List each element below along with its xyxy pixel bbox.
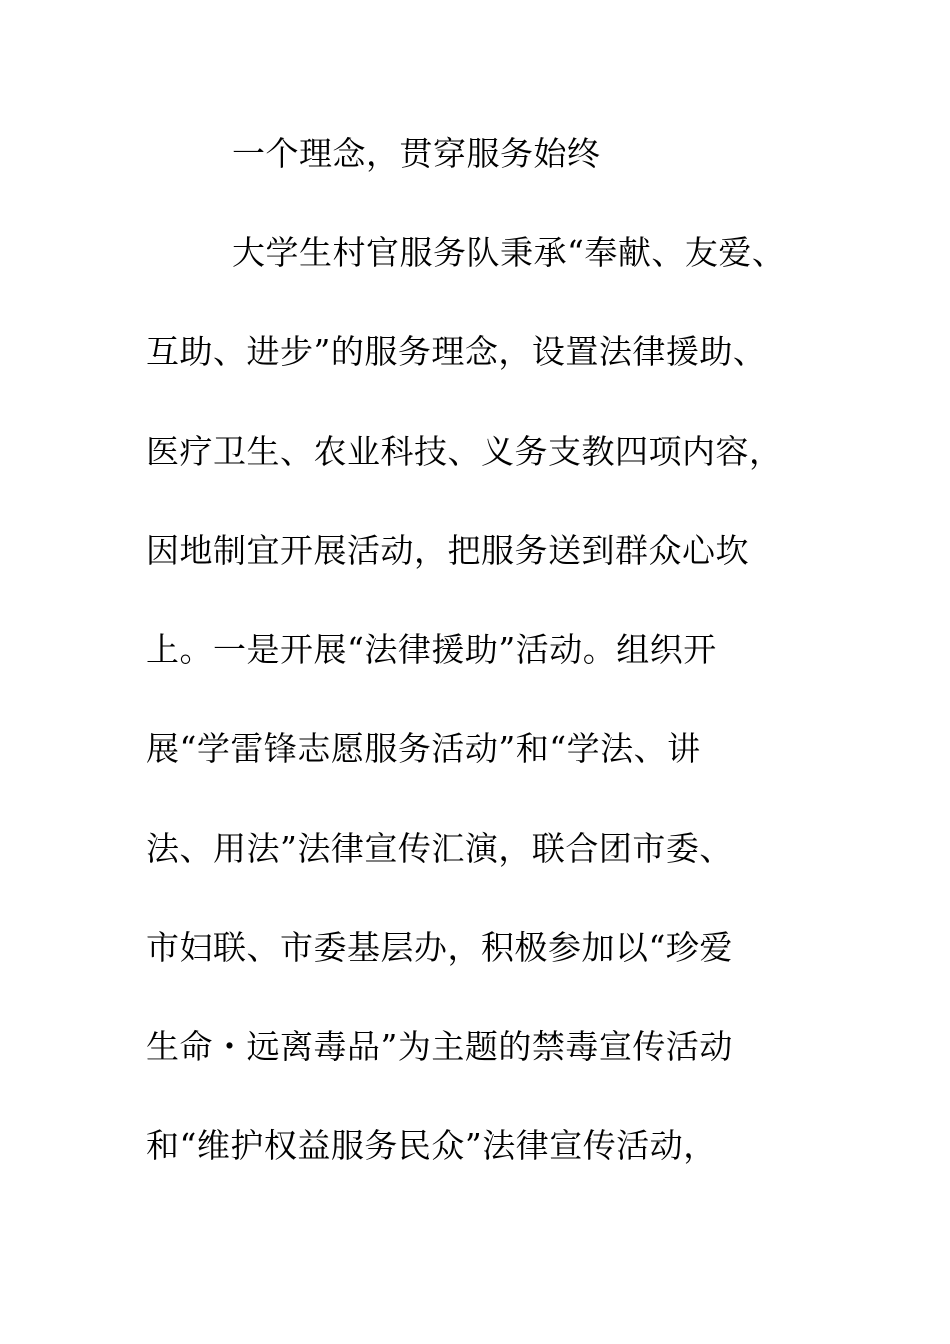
paragraph-line: 医疗卫生、农业科技、义务支教四项内容， xyxy=(146,432,783,471)
section-heading: 一个理念，贯穿服务始终 xyxy=(232,134,601,173)
paragraph-line: 展“学雷锋志愿服务活动”和“学法、讲 xyxy=(146,729,701,768)
paragraph-line: 因地制宜开展活动，把服务送到群众心坎 xyxy=(146,531,749,570)
paragraph-line: 大学生村官服务队秉承“奉献、友爱、 xyxy=(232,233,786,272)
paragraph-line: 市妇联、市委基层办，积极参加以“珍爱 xyxy=(146,928,733,967)
paragraph-line: 法、用法”法律宣传汇演，联合团市委、 xyxy=(146,829,733,868)
paragraph-line: 互助、进步”的服务理念，设置法律援助、 xyxy=(146,332,767,371)
paragraph-line: 生命・远离毒品”为主题的禁毒宣传活动 xyxy=(146,1027,733,1066)
paragraph-line: 上。一是开展“法律援助”活动。组织开 xyxy=(146,630,717,669)
paragraph-line: 和“维护权益服务民众”法律宣传活动， xyxy=(146,1126,717,1165)
